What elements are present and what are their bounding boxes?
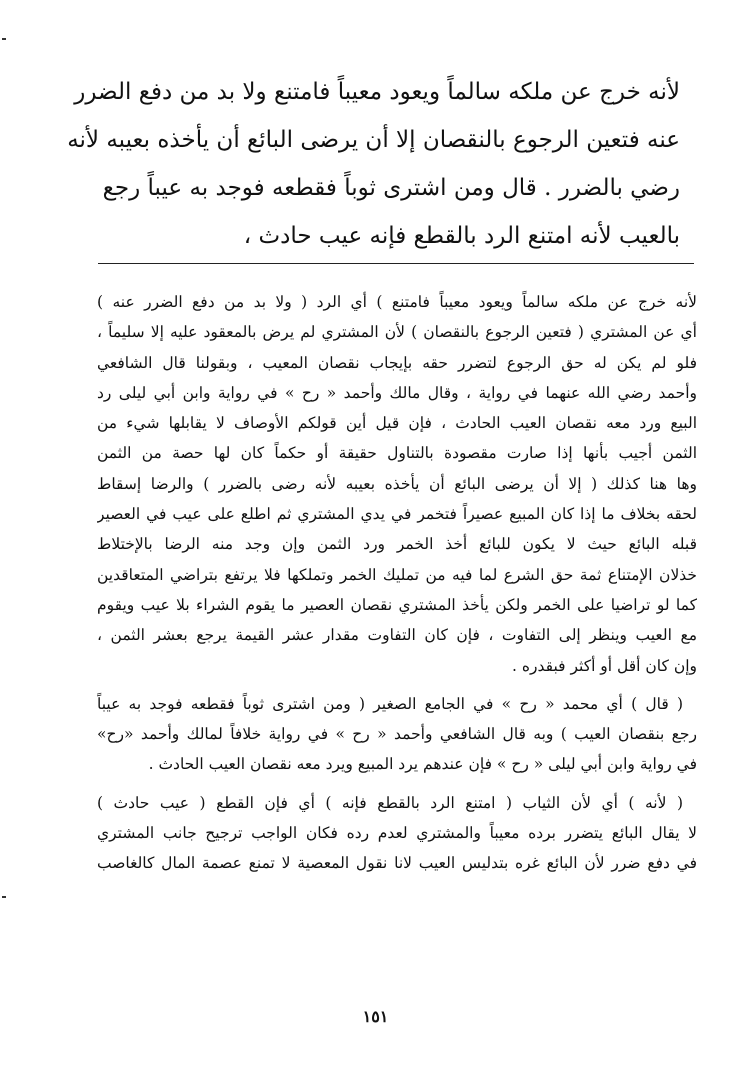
sharh-line: لأنه خرج عن ملكه سالماً ويعود معيباً فامتنع ) أي الرد ( ولا بد من دفع الضرر عنه )	[97, 293, 697, 311]
matn-line: لأنه خرج عن ملكه سالماً ويعود معيباً فامتنع ولا بد من دفع الضرر	[74, 79, 680, 105]
sharh-line: وها هنا كذلك ( إلا أن يرضى البائع أن يأخذه بعيبه لأنه رضى بالضرر ) والرضا إسقاط	[97, 474, 697, 493]
sharh-line: قبله البائع حيث لا يكون للبائع أخذ الخمر ورد الثمن وإن وجد منه الرضا بالإختلاط	[97, 535, 697, 554]
sharh-line: الثمن أجيب بأنها إذا صارت مقصودة بالتناول حقيقة أو حكماً كان لها حصة من الثمن	[97, 444, 697, 463]
sharh-line: في دفع ضرر لأن البائع غره بتدليس العيب لانا نقول المعصية لا تمنع عصمة المال كالغاصب	[97, 854, 697, 873]
sharh-text	[97, 287, 697, 879]
sharh-line: ( قال ) أي محمد « رح » في الجامع الصغير ( ومن اشترى ثوباً فقطعه فوجد به عيباً	[97, 694, 683, 713]
sharh-line: وأحمد رضي الله عنهما في رواية ، وقال مالك وأحمد « رح » في رواية وابن أبي ليلى رد	[97, 383, 697, 402]
sharh-paragraph-3	[97, 788, 697, 879]
sharh-line: لا يقال البائع يتضرر برده معيباً والمشتري لعدم رده فكان الواجب ترجيح جانب المشتري	[97, 824, 697, 843]
edge-mark-bottom	[2, 896, 6, 898]
matn-line: عنه فتعين الرجوع بالنقصان إلا أن يرضى البائع أن يأخذه بعيبه لأنه	[67, 127, 680, 153]
matn-text	[67, 68, 680, 260]
sharh-line: خذلان الإمتناع ثمة حق الشرع لما فيه من تمليك الخمر وتملكها فلا يرتفع بتراضي المتعاقدين	[97, 565, 697, 584]
sharh-paragraph-2	[97, 689, 697, 780]
sharh-paragraph-1	[97, 287, 697, 681]
matn-line: رضي بالضرر . قال ومن اشترى ثوباً فقطعه فوجد به عيباً رجع	[102, 175, 680, 201]
edge-mark-top	[2, 38, 6, 40]
sharh-line: ( لأنه ) أي لأن الثياب ( امتنع الرد بالقطع فإنه ) أي فإن القطع ( عيب حادث )	[97, 793, 683, 812]
sharh-line: البيع ورد معه نقصان العيب الحادث ، فإن قيل أين قولكم الأوصاف لا يقابلها شيء من	[97, 414, 697, 433]
sharh-line: وإن كان أقل أو أكثر فبقدره .	[512, 656, 697, 675]
sharh-line: لحقه بخلاف ما إذا كان المبيع عصيراً فتخمر في يدي المشتري ثم اطلع على عيب في العصير	[97, 505, 697, 524]
sharh-line: كما لو تراضيا على الخمر ولكن يأخذ المشتري نقصان العصير ما يقوم الشراء بلا عيب ويقوم	[97, 595, 697, 614]
sharh-line: مع العيب وينظر إلى التفاوت ، فإن كان التفاوت مقدار عشر القيمة يرجع بعشر الثمن ،	[97, 626, 697, 645]
text-divider	[98, 263, 694, 264]
sharh-line: رجع بنقصان العيب ) وبه قال الشافعي وأحمد « رح » في رواية خلافاً لمالك وأحمد «رح»	[97, 725, 697, 744]
sharh-line: فلو لم يكن له حق الرجوع لتضرر حقه بإيجاب نقصان المعيب ، وبقولنا قال الشافعي	[97, 353, 697, 372]
matn-line: بالعيب لأنه امتنع الرد بالقطع فإنه عيب حادث ،	[243, 223, 680, 249]
sharh-line: في رواية وابن أبي ليلى « رح » فإن عندهم يرد المبيع ويرد معه نقصان العيب الحادث .	[148, 755, 697, 774]
page-number: ١٥١	[362, 1007, 389, 1026]
sharh-line: أي عن المشتري ( فتعين الرجوع بالنقصان ) لأن المشتري لم يرض بالمعقود عليه إلا سليماً ،	[97, 323, 697, 342]
